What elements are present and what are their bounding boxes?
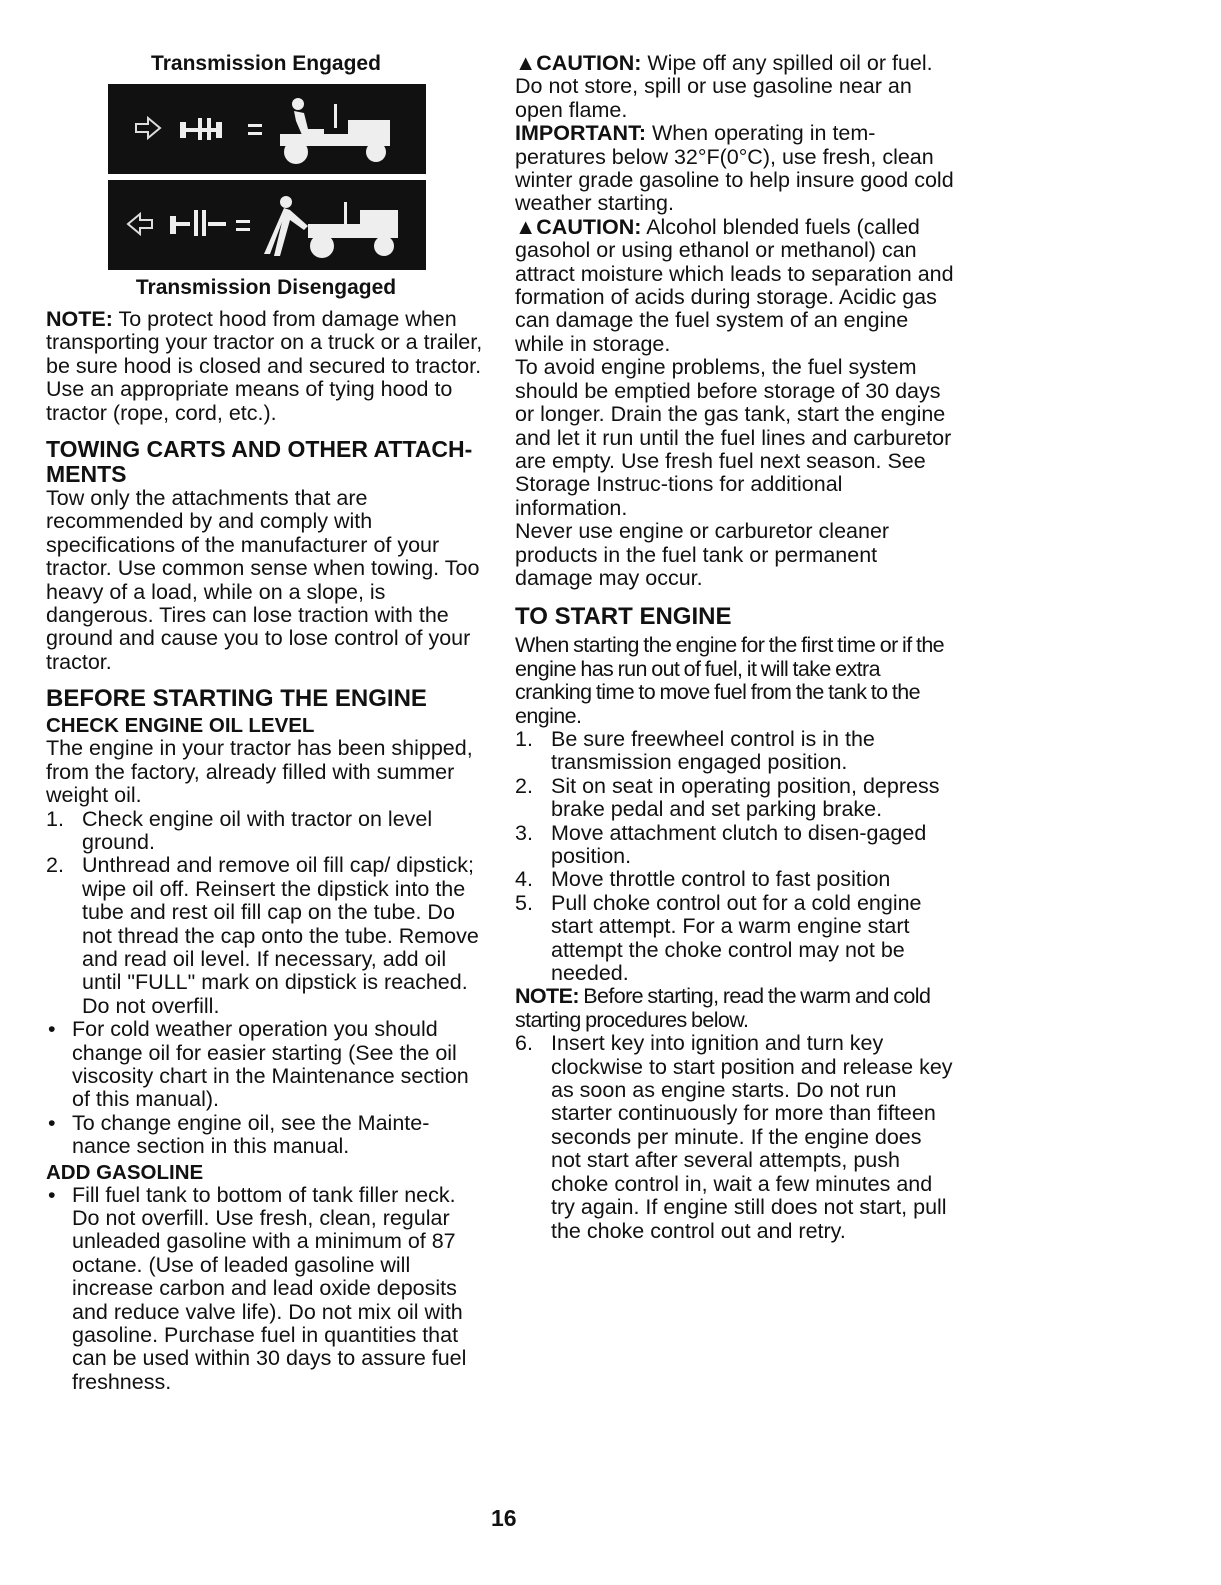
transmission-figure bbox=[108, 84, 426, 270]
caution-spilled-oil: ▲CAUTION: Wipe off any spilled oil or fuel. Do not store, spill or use gasoline near an open flame. bbox=[515, 51, 933, 122]
start-steps-continued bbox=[515, 1032, 955, 1243]
note-label: NOTE: bbox=[515, 984, 579, 1009]
caution-label: CAUTION: bbox=[536, 51, 642, 75]
oil-intro: The engine in your tractor has been shipped, from the factory, already filled with summer weight oil. bbox=[46, 736, 473, 808]
caution-alcohol-fuels: ▲CAUTION: Alcohol blended fuels (called gasohol or using ethanol or methanol) can attract moisture which leads to separation and formation of acids during storage. Acidic gas can damage the fuel system of an engine while in storage. bbox=[515, 214, 954, 356]
left-column bbox=[46, 52, 486, 1394]
start-steps bbox=[515, 728, 955, 985]
arrow-left-icon bbox=[128, 214, 152, 234]
person-pushing-tractor-icon bbox=[264, 196, 398, 258]
hood-note bbox=[46, 308, 486, 425]
start-note: NOTE: Before starting, read the warm and cold starting procedures below. bbox=[515, 984, 931, 1032]
important-label: IMPORTANT: bbox=[515, 121, 646, 146]
equals-icon bbox=[236, 220, 250, 231]
never-use-cleaner: Never use engine or carburetor cleaner products in the fuel tank or permanent damage may occur. bbox=[515, 519, 890, 590]
list-item: • To change engine oil, see the Mainte-nance section in this manual. bbox=[48, 1110, 430, 1159]
figure-caption-engaged: Transmission Engaged bbox=[151, 52, 381, 75]
gear-engaged-icon bbox=[180, 118, 222, 140]
note-text: To protect hood from damage when transporting your tractor on a truck or a trailer, be sure hood is closed and secured to tractor. Use an appropriate means of tying hood to tractor (rope, cord, etc.). bbox=[46, 307, 483, 425]
list-item: • For cold weather operation you should change oil for easier starting (See the oil viscosity chart in the Maintenance section of this manual). bbox=[48, 1017, 469, 1112]
arrow-right-icon bbox=[136, 118, 160, 138]
start-intro: When starting the engine for the first time or if the engine has run out of fuel, it will take extra cranking time to move fuel from the tank to the engine. bbox=[515, 633, 945, 728]
avoid-engine-problems: To avoid engine problems, the fuel system should be emptied before storage of 30 days or longer. Drain the gas tank, start the engine and let it run until the fuel lines and carburetor are empty. Use fresh fuel next season. See Storage Instruc-tions for additional information. bbox=[515, 355, 952, 520]
figure-caption-disengaged: Transmission Disengaged bbox=[135, 276, 397, 299]
tractor-driving-icon bbox=[280, 98, 390, 164]
before-starting-heading: BEFORE STARTING THE ENGINE bbox=[46, 685, 427, 713]
list-item: 6. Insert key into ignition and turn key clockwise to start position and release key as soon as engine starts. Do not run starter continuously for more than fifteen seconds per minute. If the engine does not start after several attempts, push choke control in, wait a few minutes and try again. If engine still does not start, pull the choke control out and retry. bbox=[515, 1031, 953, 1243]
towing-text: Tow only the attachments that are recommended by and comply with specifications of the manufacturer of your tractor. Use common sense when towing. Too heavy of a load, while on a slope, is dangerous. Tires can lose traction with the ground and cause you to lose control of your tractor. bbox=[46, 486, 480, 674]
to-start-engine-heading: TO START ENGINE bbox=[515, 603, 732, 631]
engaged-panel bbox=[108, 84, 426, 174]
page-number: 16 bbox=[491, 1505, 517, 1531]
warning-triangle-icon: ▲ bbox=[515, 51, 537, 75]
list-item: 2. Sit on seat in operating position, depress brake pedal and set parking brake. bbox=[515, 773, 940, 822]
gear-disengaged-icon bbox=[170, 210, 226, 236]
disengaged-panel bbox=[108, 180, 426, 270]
list-item: 1. Check engine oil with tractor on level ground. bbox=[46, 806, 433, 854]
add-gasoline-heading: ADD GASOLINE bbox=[46, 1160, 204, 1184]
list-item: 1. Be sure freewheel control is in the transmission engaged position. bbox=[515, 726, 875, 775]
gas-bullets bbox=[46, 1184, 486, 1395]
important-cold-weather: IMPORTANT: When operating in tem-peratures below 32°F(0°C), use fresh, clean winter grade gasoline to help insure good cold weather starting. bbox=[515, 121, 954, 216]
towing-heading: TOWING CARTS AND OTHER ATTACH-MENTS bbox=[46, 436, 473, 488]
right-column bbox=[515, 52, 955, 1243]
list-item: 3. Move attachment clutch to disen-gaged position. bbox=[515, 820, 927, 868]
list-item: • Fill fuel tank to bottom of tank filler neck. Do not overfill. Use fresh, clean, regular unleaded gasoline with a minimum of 87 octane. (Use of leaded gasoline will increase carbon and lead oxide deposits and reduce valve life). Do not mix oil with gasoline. Purchase fuel in quantities that can be used within 30 days to assure fuel freshness. bbox=[48, 1182, 467, 1394]
list-item: 4. Move throttle control to fast position bbox=[515, 867, 891, 892]
warning-triangle-icon: ▲ bbox=[515, 214, 537, 239]
caution-label: CAUTION: bbox=[536, 214, 642, 239]
list-item: 2. Unthread and remove oil fill cap/ dipstick; wipe oil off. Reinsert the dipstick into the tube and rest oil fill cap on the tube. Do not thread the cap onto the tube. Remove and read oil level. If necessary, add oil until "FULL" mark on dipstick is reached. Do not overfill. bbox=[46, 853, 479, 1018]
oil-bullets bbox=[46, 1018, 486, 1158]
oil-steps bbox=[46, 808, 486, 1019]
note-label: NOTE: bbox=[46, 307, 113, 331]
equals-icon bbox=[248, 124, 262, 135]
list-item: 5. Pull choke control out for a cold engine start attempt. For a warm engine start attempt the choke control may not be needed. bbox=[515, 890, 922, 986]
check-oil-heading: CHECK ENGINE OIL LEVEL bbox=[46, 714, 315, 738]
